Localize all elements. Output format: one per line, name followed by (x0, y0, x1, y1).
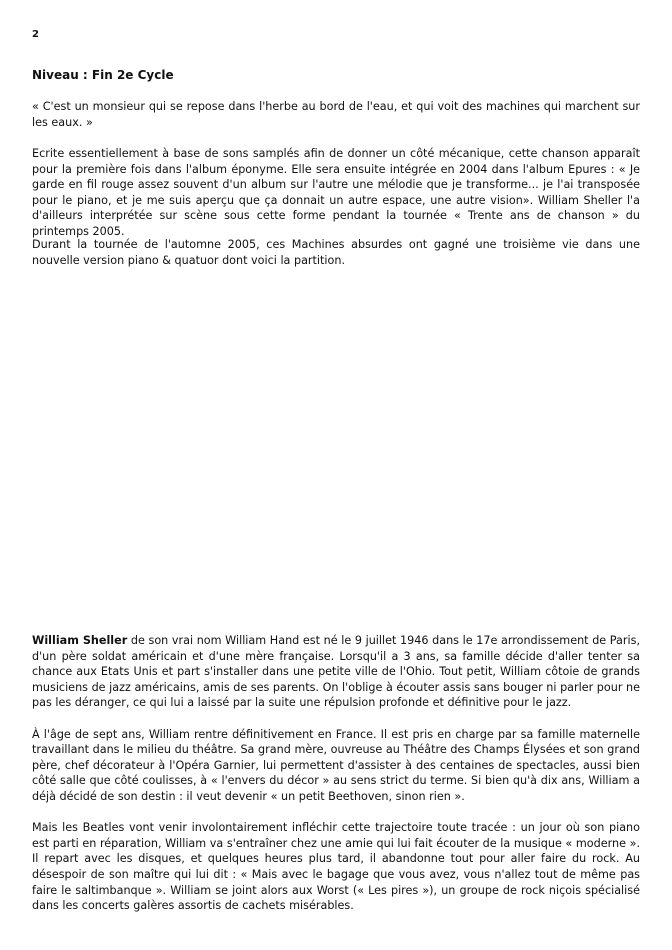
bio-paragraph-1 (32, 633, 640, 711)
biography (32, 633, 640, 929)
tour-paragraph-text: Durant la tournée de l'automne 2005, ces Machines absurdes ont gagné une troisième vie dans une nouvelle version piano & quatuor dont voici la partition. (32, 238, 640, 267)
level-heading: Niveau : Fin 2e Cycle (32, 68, 174, 82)
intro-paragraph (32, 146, 640, 240)
intro-paragraph-text: Ecrite essentiellement à base de sons samplés afin de donner un côté mécanique, cette chanson apparaît pour la première fois dans l'album éponyme. Elle sera ensuite intégrée en 2004 dans l'album Epures : « Je garde en fil rouge assez souvent d'un album sur l'autre une mélodie que je transforme... je l'ai transposée pour le piano, et je me suis aperçu que ça donnait un autre espace, une autre vision». William Sheller l'a d'ailleurs interprétée sur scène sous cette forme pendant la tournée « Trente ans de chanson » du printemps 2005. (32, 147, 640, 238)
quote-text: « C'est un monsieur qui se repose dans l'herbe au bord de l'eau, et qui voit des machines qui marchent sur les eaux. » (32, 100, 640, 129)
bio-paragraph-2: À l'âge de sept ans, William rentre définitivement en France. Il est pris en charge par sa famille maternelle travaillant dans le milieu du théâtre. Sa grand mère, ouvreuse au Théâtre des Champs Élysées et son grand père, chef décorateur à l'Opéra Garnier, lui permettent d'assister à des centaines de spectacles, aussi bien côté salle que côté coulisses, à « l'envers du décor » au sens strict du terme. Si bien qu'à dix ans, William a déjà décidé de son destin : il veut devenir « un petit Beethoven, sinon rien ». (32, 727, 640, 803)
bio-paragraph-3: Mais les Beatles vont venir involontairement infléchir cette trajectoire toute tracée : un jour où son piano est parti en réparation, William va s'entraîner chez une amie qui lui fait écouter de la musique « moderne ». Il repart avec les disques, et quelques heures plus tard, il abandonne tout pour aller faire du rock. Au désespoir de son maître qui lui dit : « Mais avec le bagage que vous avez, vous n'allez tout de même pas faire le saltimbanque ». William se joint alors aux Worst (« Les pires »), un groupe de rock niçois spécialisé dans les concerts galères assortis de cachets misérables. (32, 821, 640, 913)
artist-name: William Sheller (32, 634, 128, 647)
tour-paragraph (32, 237, 640, 268)
intro-quote (32, 99, 640, 130)
blank-score-area (32, 280, 640, 620)
bio-paragraph-1-text: de son vrai nom William Hand est né le 9 juillet 1946 dans le 17e arrondissement de Paris, d'un père soldat américain et d'une mère française. Lorsqu'il a 3 ans, sa famille décide d'aller tenter sa chance aux Etats Unis et part s'installer dans une petite ville de l'Ohio. Tout petit, William côtoie de grands musiciens de jazz américains, amis de ses parents. On l'oblige à écouter assis sans bouger ni parler pour ne pas les déranger, ce qui lui a laissé par la suite une répulsion profonde et définitive pour le jazz. (32, 634, 640, 710)
page-number: 2 (32, 29, 39, 40)
